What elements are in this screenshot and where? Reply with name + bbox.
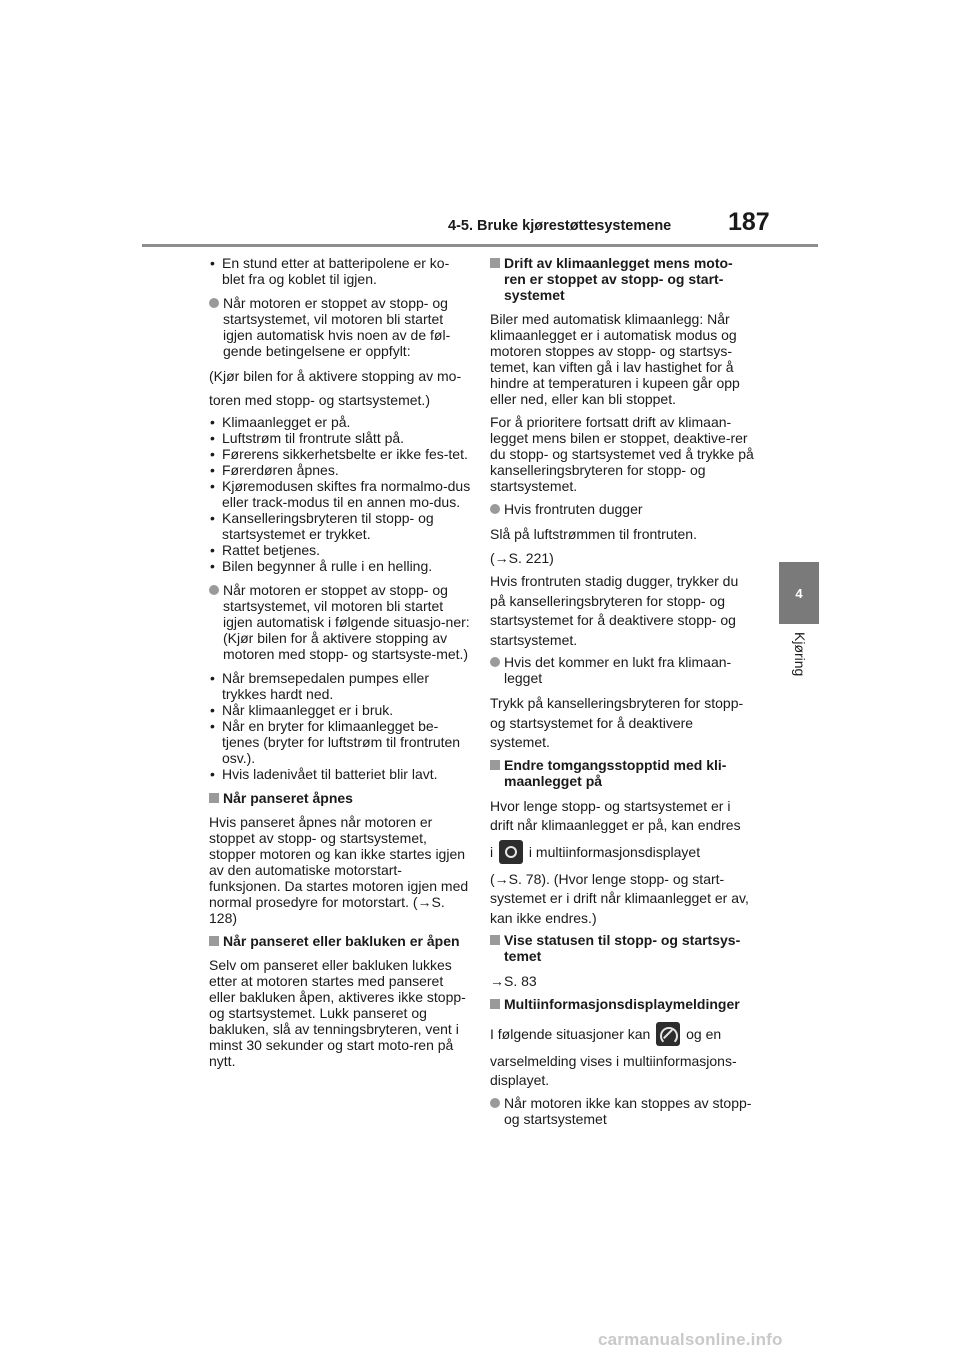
trunk-heading: Når panseret eller bakluken er åpen (209, 933, 471, 949)
list-item: • Kjøremodusen skiftes fra normalmo-dus eller track-modus til en annen mo-dus. (209, 478, 471, 510)
conditions-list (209, 414, 471, 574)
ac-heading: Drift av klimaanlegget mens moto-ren er stoppet av stopp- og start-systemet (490, 255, 754, 303)
restart-bullet: Når motoren er stoppet av stopp- og startsystemet, vil motoren bli startet igjen automatisk hvis noen av de føl-gende betingelsene er oppfylt: (209, 295, 471, 359)
page-number: 187 (728, 208, 770, 236)
status-reference[interactable]: →S. 83 (490, 973, 537, 989)
list-item: • Kanselleringsbryteren til stopp- og startsystemet er trykket. (209, 510, 471, 542)
messages-heading: Multiinformasjonsdisplaymeldinger (490, 996, 754, 1012)
ac-text-1: Biler med automatisk klimaanlegg: Når klimaanlegget er i automatisk modus og motoren stoppes av stopp- og startsys-temet, kan viften gå i lav hastighet for å hindre at temperaturen i kupeen går opp eller ned, eller kan bli stoppet. (490, 311, 740, 407)
list-item: • Når en bryter for klimaanlegget be-tjenes (bryter for luftstrøm til frontruten osv.). (209, 718, 471, 766)
fog-text-2: Hvis frontruten stadig dugger, trykker du på kanselleringsbryteren for stopp- og startsystemet for å deaktivere stopp- og startsystemet. (490, 573, 739, 648)
fog-text-1: Slå på luftstrømmen til frontruten. (490, 526, 697, 542)
msg-text-1 (490, 1022, 754, 1046)
list-item: • Bilen begynner å rulle i en helling. (209, 558, 471, 574)
hood-text: Hvis panseret åpnes når motoren er stoppet av stopp- og startsystemet, stopper motoren og kan ikke startes igjen av den automatiske motorstart-funksjonen. Da startes motoren igjen med normal prosedyre for motorstart. (→S. 128) (209, 814, 469, 926)
intro-list (209, 255, 471, 287)
smell-text: Trykk på kanselleringsbryteren for stopp- og startsystemet for å deaktivere systemet. (490, 695, 744, 750)
note-line-1: (Kjør bilen for å aktivere stopping av mo- (209, 368, 462, 384)
list-item: • Når bremsepedalen pumpes eller trykkes hardt ned. (209, 670, 471, 702)
chapter-label: Kjøring (792, 632, 808, 677)
hood-heading: Når panseret åpnes (209, 790, 471, 806)
smell-bullet: Hvis det kommer en lukt fra klimaan-legget (490, 654, 754, 686)
ac-text-2: For å prioritere fortsatt drift av klimaan-legget mens bilen er stoppet, deaktive-rer du stopp- og startsystemet ved å trykke på kanselleringsbryteren for stopp- og startsystemet. (490, 414, 754, 494)
fog-reference[interactable]: (→S. 221) (490, 549, 554, 566)
idle-text-3: (→S. 78). (Hvor lenge stopp- og start-systemet er i drift når klimaanlegget er av, kan ikke endres.) (490, 870, 749, 926)
auto-restart-bullet: Når motoren er stoppet av stopp- og startsystemet, vil motoren bli startet igjen automatisk i følgende situasjo-ner: (Kjør bilen for å aktivere stopping av motoren med stopp- og startsyste-met.) (209, 582, 471, 662)
stop-start-indicator-icon (656, 1022, 680, 1046)
gear-icon (499, 840, 523, 864)
msg-text-1-pre: I følgende situasjoner kan (490, 1025, 651, 1042)
list-item: • Førerdøren åpnes. (209, 462, 471, 478)
idle-text-2 (490, 840, 754, 864)
section-title: 4-5. Bruke kjørestøttesystemene (448, 218, 672, 234)
list-item: • Luftstrøm til frontrute slått på. (209, 430, 471, 446)
status-heading: Vise statusen til stopp- og startsys-temet (490, 932, 754, 964)
left-column (209, 255, 471, 1076)
list-item: • Hvis ladenivået til batteriet blir lavt. (209, 766, 471, 782)
header-divider (142, 244, 818, 247)
chapter-tab[interactable] (779, 562, 819, 624)
list-item: • Når klimaanlegget er i bruk. (209, 702, 471, 718)
list-item: • Klimaanlegget er på. (209, 414, 471, 430)
list-item: • Førerens sikkerhetsbelte er ikke fes-tet. (209, 446, 471, 462)
idle-text-2-post: i multiinformasjonsdisplayet (528, 843, 701, 860)
idle-text-2-pre: i (490, 843, 494, 860)
note-line-2: toren med stopp- og startsystemet.) (209, 391, 430, 408)
chapter-number: 4 (795, 585, 803, 601)
msg-text-1-post: og en (686, 1025, 722, 1042)
idle-text-1: Hvor lenge stopp- og startsystemet er i drift når klimaanlegget er på, kan endres (490, 797, 741, 833)
idle-heading: Endre tomgangsstopptid med kli-maanlegget på (490, 757, 754, 789)
watermark: carmanualsonline.info (598, 1330, 783, 1349)
trunk-text: Selv om panseret eller bakluken lukkes etter at motoren startes med panseret eller bakluken åpen, aktiveres ikke stopp- og startsystemet. Lukk panseret og bakluken, slå av tenningsbryteren, vent i minst 30 sekunder og start moto-ren på nytt. (209, 957, 466, 1069)
right-column (490, 255, 754, 1135)
situations-list (209, 670, 471, 782)
cannot-stop-bullet: Når motoren ikke kan stoppes av stopp- og startsystemet (490, 1095, 754, 1127)
fog-bullet: Hvis frontruten dugger (490, 501, 754, 517)
list-item: • En stund etter at batteripolene er ko-blet fra og koblet til igjen. (209, 255, 471, 287)
msg-text-2: varselmelding vises i multiinformasjons-displayet. (490, 1052, 737, 1088)
list-item: • Rattet betjenes. (209, 542, 471, 558)
